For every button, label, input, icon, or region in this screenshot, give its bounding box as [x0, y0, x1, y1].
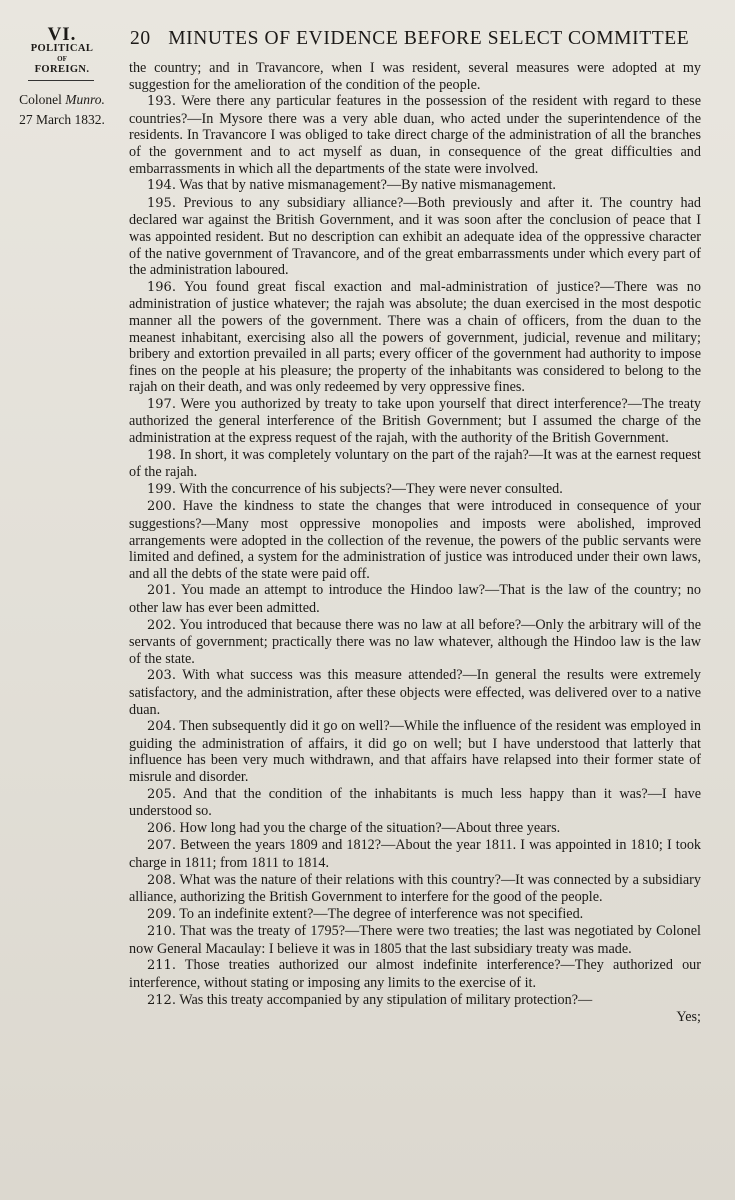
question-number: 205. [147, 786, 176, 802]
paragraph-text: You made an attempt to introduce the Hindoo law?—That is the law of the country; no other law has ever been admitted. [129, 582, 701, 616]
question-number: 198. [147, 447, 176, 463]
margin-rule [28, 80, 94, 81]
evidence-paragraph [129, 195, 701, 279]
section-label-line2: OF [57, 55, 67, 63]
evidence-paragraph [129, 447, 701, 481]
question-number: 206. [147, 820, 176, 836]
question-number: 201. [147, 583, 176, 599]
evidence-paragraph [129, 837, 701, 871]
evidence-paragraph [129, 396, 701, 447]
question-number: 204. [147, 719, 176, 735]
question-number: 200. [147, 499, 176, 515]
paragraph-text: That was the treaty of 1795?—There were two treaties; the last was negotiated by Colonel now General Macaulay: I believe it was in 1805 that the last subsidiary treaty was made. [129, 923, 702, 957]
page-number: 20 [130, 28, 151, 49]
question-number: 207. [147, 838, 176, 854]
question-number: 195. [147, 195, 176, 211]
evidence-paragraph [129, 957, 701, 991]
paragraph-text: Were you authorized by treaty to take upon yourself that direct interference?—The treaty authorized the general interference of the British Government; but I assumed the charge of the administration at the express request of the rajah, with the authority of the British Government. [129, 395, 701, 447]
evidence-paragraph [129, 498, 701, 582]
question-number: 197. [147, 396, 176, 412]
paragraph-text: Then subsequently did it go on well?—While the influence of the resident was employed in guiding the administration of affairs, it did go on well; but I have understood that latterly that influence has been very much withdrawn, and that affairs have relapsed into their former state of misrule and disorder. [129, 718, 701, 785]
evidence-paragraph [129, 60, 701, 93]
running-header [130, 28, 690, 50]
witness-prefix: Colonel [19, 92, 66, 107]
question-number: 208. [147, 872, 176, 888]
evidence-paragraph [129, 177, 701, 195]
section-label-line3: FOREIGN. [34, 64, 90, 75]
section-label-line1: POLITICAL [30, 43, 94, 54]
paragraph-text: Between the years 1809 and 1812?—About the year 1811. I was appointed in 1810; I took charge in 1811; from 1811 to 1814. [129, 837, 702, 871]
paragraph-text: You introduced that because there was no law at all before?—Only the arbitrary will of the servants of government; practically there was no law whatever, although the Hindoo law is the law of the state. [129, 616, 701, 667]
paragraph-text: And that the condition of the inhabitants is much less happy than it was?—I have understood so. [129, 785, 702, 820]
paragraph-text: Previous to any subsidiary alliance?—Both previously and after it. The country had declared war against the British Government, and it was soon after the conclusion of peace that I was appointed resident. But no description can exhibit an adequate idea of the oppressive character of the native government of Travancore, and of the great embarrassments under which every part of the administration laboured. [129, 194, 701, 279]
evidence-paragraph [129, 93, 701, 177]
evidence-paragraph [129, 820, 701, 838]
question-number: 209. [147, 906, 176, 922]
question-number: 194. [147, 178, 176, 194]
evidence-paragraph [129, 718, 701, 785]
question-number: 212. [147, 992, 176, 1008]
hearing-date: 27 March 1832. [19, 112, 105, 127]
witness-label [0, 92, 124, 108]
paragraph-text: Was that by native mismanagement?—By native mismanagement. [179, 177, 556, 194]
question-number: 202. [147, 617, 176, 633]
evidence-text [129, 60, 701, 1026]
paragraph-text: With the concurrence of his subjects?—They were never consulted. [179, 480, 563, 497]
paragraph-text: How long had you the charge of the situation?—About three years. [179, 819, 561, 836]
question-number: 196. [147, 279, 176, 295]
page-title: MINUTES OF EVIDENCE BEFORE SELECT COMMITTEE [168, 28, 690, 49]
evidence-paragraph [129, 872, 701, 906]
evidence-paragraph [129, 923, 701, 957]
closing-word: Yes; [676, 1009, 701, 1026]
evidence-paragraph [129, 906, 701, 924]
evidence-paragraph [129, 481, 701, 499]
paragraph-text: With what success was this measure attended?—In general the results were extremely satisfactory, and the administration, after these objects were effected, was delivered over to a native duan. [129, 667, 701, 718]
paragraph-text: Was this treaty accompanied by any stipulation of military protection?— [179, 991, 593, 1008]
paragraph-text: To an indefinite extent?—The degree of interference was not specified. [179, 905, 584, 922]
paragraph-text: What was the nature of their relations with this country?—It was connected by a subsidiary alliance, authorizing the British Government to interfere for the good of the people. [129, 871, 701, 906]
evidence-paragraph [129, 279, 701, 396]
paragraph-text: You found great fiscal exaction and mal-administration of justice?—There was no administration of justice whatever; the rajah was absolute; the duan exercised in the most despotic manner all the powers of the government. There was a chain of officers, from the duan to the meanest inhabitant, exercising also all the powers of government, judicial, revenue and military; bribery and extortion prevailed in all parts; every officer of the government had authority to impose fines on the people at his pleasure; the property of the inhabitants was considered to belong to the rajah on their death, and was only redeemed by very oppressive fines. [129, 278, 701, 396]
section-number: VI. [47, 24, 77, 45]
evidence-paragraph [129, 786, 701, 820]
paragraph-text: Have the kindness to state the changes that were introduced in consequence of your suggestions?—Many most oppressive monopolies and imposts were abolished, improved arrangements were adopted in the collection of the revenue, the powers of the public servants were limited and defined, a system for the administration of justice was introduced under their own laws, and all the debts of the state were paid off. [129, 498, 702, 582]
paragraph-text: Those treaties authorized our almost indefinite interference?—They authorized our interference, without stating or imposing any limits to the exercise of it. [129, 957, 701, 992]
evidence-paragraph [129, 992, 701, 1010]
evidence-paragraph [129, 617, 701, 668]
question-number: 193. [147, 94, 176, 110]
paragraph-text: Were there any particular features in the possession of the resident with regard to these countries?—In Mysore there was a very able duan, who acted under the superintendence of the residents. In Travancore I was obliged to take direct charge of the administration of all the branches of the government and to act myself as duan, in consequence of the great difficulties and embarrassments in which all the departments of the state were involved. [129, 93, 701, 177]
evidence-paragraph [129, 667, 701, 718]
witness-name: Munro. [65, 92, 105, 107]
question-number: 211. [147, 958, 176, 974]
paragraph-text: In short, it was completely voluntary on the part of the rajah?—It was at the earnest request of the rajah. [129, 446, 701, 481]
question-number: 199. [147, 481, 176, 497]
question-number: 210. [147, 924, 176, 940]
paragraph-text: the country; and in Travancore, when I was resident, several measures were adopted at my suggestion for the amelioration of the condition of the people. [129, 60, 701, 93]
question-number: 203. [147, 668, 176, 684]
evidence-paragraph [129, 582, 701, 616]
